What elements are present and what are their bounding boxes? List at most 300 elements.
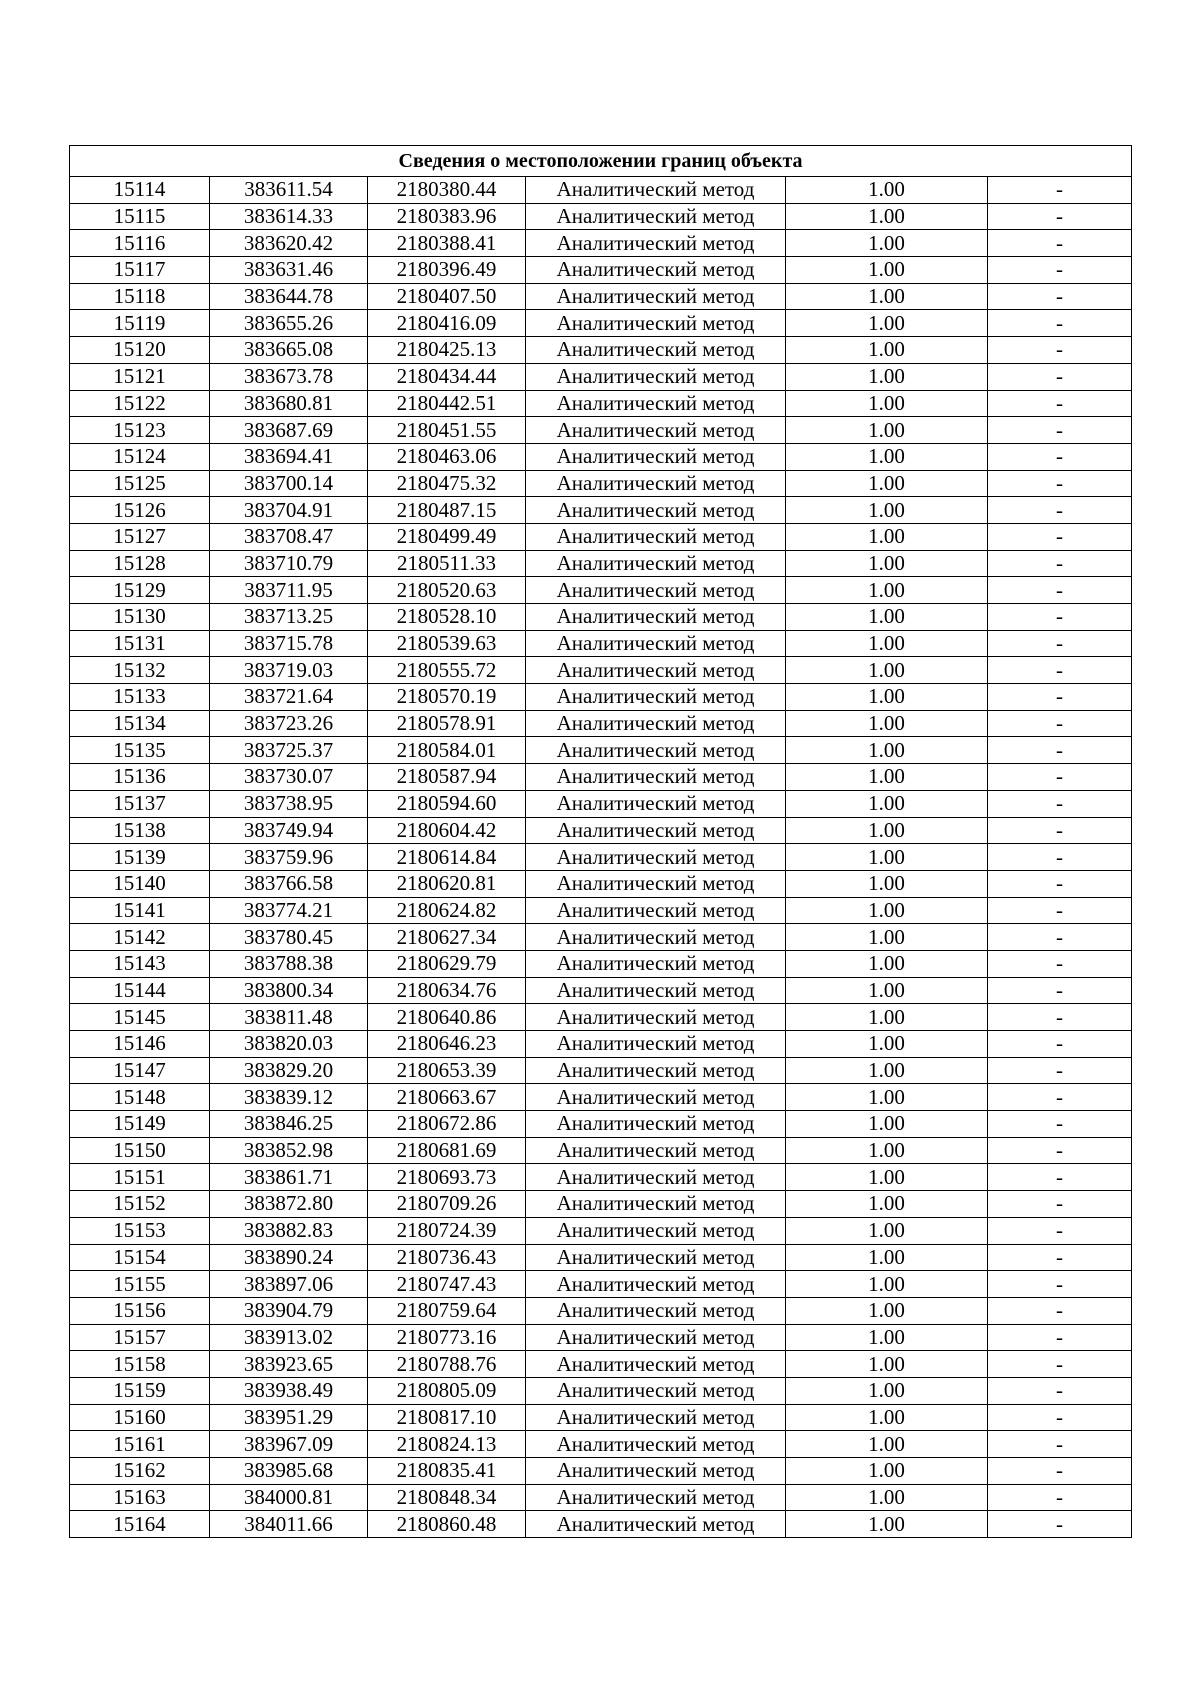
point-number-cell: 15127 <box>70 523 210 550</box>
boundary-table <box>69 145 1132 1538</box>
x-coordinate-cell: 383710.79 <box>210 550 368 577</box>
description-cell: - <box>988 1484 1132 1511</box>
x-coordinate-cell: 383611.54 <box>210 177 368 204</box>
y-coordinate-cell: 2180848.34 <box>368 1484 526 1511</box>
y-coordinate-cell: 2180584.01 <box>368 737 526 764</box>
point-number-cell: 15137 <box>70 790 210 817</box>
method-cell: Аналитический метод <box>526 870 786 897</box>
y-coordinate-cell: 2180396.49 <box>368 257 526 284</box>
x-coordinate-cell: 383890.24 <box>210 1244 368 1271</box>
accuracy-cell: 1.00 <box>786 950 988 977</box>
table-row <box>70 684 1132 711</box>
table-row <box>70 470 1132 497</box>
accuracy-cell: 1.00 <box>786 1137 988 1164</box>
x-coordinate-cell: 383913.02 <box>210 1324 368 1351</box>
accuracy-cell: 1.00 <box>786 310 988 337</box>
point-number-cell: 15159 <box>70 1377 210 1404</box>
point-number-cell: 15143 <box>70 950 210 977</box>
y-coordinate-cell: 2180624.82 <box>368 897 526 924</box>
table-row <box>70 950 1132 977</box>
point-number-cell: 15119 <box>70 310 210 337</box>
method-cell: Аналитический метод <box>526 657 786 684</box>
method-cell: Аналитический метод <box>526 977 786 1004</box>
accuracy-cell: 1.00 <box>786 1404 988 1431</box>
x-coordinate-cell: 383730.07 <box>210 764 368 791</box>
method-cell: Аналитический метод <box>526 470 786 497</box>
table-title-row <box>70 146 1132 177</box>
point-number-cell: 15157 <box>70 1324 210 1351</box>
table-row <box>70 337 1132 364</box>
y-coordinate-cell: 2180835.41 <box>368 1458 526 1485</box>
table-row <box>70 1484 1132 1511</box>
y-coordinate-cell: 2180528.10 <box>368 604 526 631</box>
point-number-cell: 15116 <box>70 230 210 257</box>
table-row <box>70 203 1132 230</box>
description-cell: - <box>988 1111 1132 1138</box>
table-row <box>70 710 1132 737</box>
accuracy-cell: 1.00 <box>786 977 988 1004</box>
y-coordinate-cell: 2180759.64 <box>368 1297 526 1324</box>
description-cell: - <box>988 523 1132 550</box>
y-coordinate-cell: 2180693.73 <box>368 1164 526 1191</box>
table-row <box>70 790 1132 817</box>
description-cell: - <box>988 1458 1132 1485</box>
x-coordinate-cell: 383882.83 <box>210 1217 368 1244</box>
accuracy-cell: 1.00 <box>786 817 988 844</box>
x-coordinate-cell: 384000.81 <box>210 1484 368 1511</box>
description-cell: - <box>988 177 1132 204</box>
point-number-cell: 15133 <box>70 684 210 711</box>
x-coordinate-cell: 383967.09 <box>210 1431 368 1458</box>
table-row <box>70 417 1132 444</box>
table-row <box>70 1164 1132 1191</box>
point-number-cell: 15161 <box>70 1431 210 1458</box>
y-coordinate-cell: 2180646.23 <box>368 1031 526 1058</box>
x-coordinate-cell: 383800.34 <box>210 977 368 1004</box>
method-cell: Аналитический метод <box>526 1111 786 1138</box>
method-cell: Аналитический метод <box>526 897 786 924</box>
point-number-cell: 15145 <box>70 1004 210 1031</box>
description-cell: - <box>988 337 1132 364</box>
y-coordinate-cell: 2180539.63 <box>368 630 526 657</box>
accuracy-cell: 1.00 <box>786 203 988 230</box>
table-row <box>70 1431 1132 1458</box>
point-number-cell: 15148 <box>70 1084 210 1111</box>
method-cell: Аналитический метод <box>526 790 786 817</box>
method-cell: Аналитический метод <box>526 844 786 871</box>
method-cell: Аналитический метод <box>526 1271 786 1298</box>
table-row <box>70 977 1132 1004</box>
table-row <box>70 1137 1132 1164</box>
method-cell: Аналитический метод <box>526 203 786 230</box>
accuracy-cell: 1.00 <box>786 1164 988 1191</box>
point-number-cell: 15158 <box>70 1351 210 1378</box>
description-cell: - <box>988 497 1132 524</box>
point-number-cell: 15142 <box>70 924 210 951</box>
x-coordinate-cell: 383738.95 <box>210 790 368 817</box>
description-cell: - <box>988 1351 1132 1378</box>
table-row <box>70 230 1132 257</box>
table-row <box>70 817 1132 844</box>
table-row <box>70 523 1132 550</box>
point-number-cell: 15144 <box>70 977 210 1004</box>
description-cell: - <box>988 657 1132 684</box>
y-coordinate-cell: 2180614.84 <box>368 844 526 871</box>
accuracy-cell: 1.00 <box>786 1484 988 1511</box>
x-coordinate-cell: 383759.96 <box>210 844 368 871</box>
method-cell: Аналитический метод <box>526 230 786 257</box>
y-coordinate-cell: 2180425.13 <box>368 337 526 364</box>
point-number-cell: 15118 <box>70 283 210 310</box>
table-title: Сведения о местоположении границ объекта <box>70 146 1132 177</box>
description-cell: - <box>988 1031 1132 1058</box>
y-coordinate-cell: 2180380.44 <box>368 177 526 204</box>
method-cell: Аналитический метод <box>526 283 786 310</box>
description-cell: - <box>988 1377 1132 1404</box>
accuracy-cell: 1.00 <box>786 337 988 364</box>
table-row <box>70 310 1132 337</box>
point-number-cell: 15140 <box>70 870 210 897</box>
description-cell: - <box>988 363 1132 390</box>
accuracy-cell: 1.00 <box>786 710 988 737</box>
y-coordinate-cell: 2180672.86 <box>368 1111 526 1138</box>
description-cell: - <box>988 1404 1132 1431</box>
x-coordinate-cell: 383839.12 <box>210 1084 368 1111</box>
y-coordinate-cell: 2180578.91 <box>368 710 526 737</box>
y-coordinate-cell: 2180620.81 <box>368 870 526 897</box>
y-coordinate-cell: 2180587.94 <box>368 764 526 791</box>
table-row <box>70 1244 1132 1271</box>
table-row <box>70 1191 1132 1218</box>
method-cell: Аналитический метод <box>526 577 786 604</box>
accuracy-cell: 1.00 <box>786 1431 988 1458</box>
point-number-cell: 15155 <box>70 1271 210 1298</box>
accuracy-cell: 1.00 <box>786 1324 988 1351</box>
method-cell: Аналитический метод <box>526 363 786 390</box>
table-row <box>70 1351 1132 1378</box>
method-cell: Аналитический метод <box>526 817 786 844</box>
point-number-cell: 15128 <box>70 550 210 577</box>
x-coordinate-cell: 383749.94 <box>210 817 368 844</box>
point-number-cell: 15164 <box>70 1511 210 1538</box>
accuracy-cell: 1.00 <box>786 363 988 390</box>
description-cell: - <box>988 203 1132 230</box>
method-cell: Аналитический метод <box>526 177 786 204</box>
point-number-cell: 15139 <box>70 844 210 871</box>
x-coordinate-cell: 383861.71 <box>210 1164 368 1191</box>
x-coordinate-cell: 383704.91 <box>210 497 368 524</box>
y-coordinate-cell: 2180747.43 <box>368 1271 526 1298</box>
table-row <box>70 1084 1132 1111</box>
point-number-cell: 15136 <box>70 764 210 791</box>
table-body <box>70 177 1132 1538</box>
point-number-cell: 15135 <box>70 737 210 764</box>
table-row <box>70 1324 1132 1351</box>
description-cell: - <box>988 390 1132 417</box>
y-coordinate-cell: 2180594.60 <box>368 790 526 817</box>
x-coordinate-cell: 383655.26 <box>210 310 368 337</box>
table-row <box>70 390 1132 417</box>
x-coordinate-cell: 383715.78 <box>210 630 368 657</box>
point-number-cell: 15120 <box>70 337 210 364</box>
accuracy-cell: 1.00 <box>786 1031 988 1058</box>
accuracy-cell: 1.00 <box>786 177 988 204</box>
description-cell: - <box>988 1271 1132 1298</box>
table-row <box>70 577 1132 604</box>
x-coordinate-cell: 383694.41 <box>210 443 368 470</box>
description-cell: - <box>988 1057 1132 1084</box>
point-number-cell: 15150 <box>70 1137 210 1164</box>
description-cell: - <box>988 897 1132 924</box>
method-cell: Аналитический метод <box>526 443 786 470</box>
accuracy-cell: 1.00 <box>786 1084 988 1111</box>
method-cell: Аналитический метод <box>526 1458 786 1485</box>
method-cell: Аналитический метод <box>526 1084 786 1111</box>
x-coordinate-cell: 383708.47 <box>210 523 368 550</box>
x-coordinate-cell: 383780.45 <box>210 924 368 951</box>
y-coordinate-cell: 2180434.44 <box>368 363 526 390</box>
method-cell: Аналитический метод <box>526 257 786 284</box>
x-coordinate-cell: 383713.25 <box>210 604 368 631</box>
description-cell: - <box>988 257 1132 284</box>
accuracy-cell: 1.00 <box>786 417 988 444</box>
x-coordinate-cell: 383852.98 <box>210 1137 368 1164</box>
x-coordinate-cell: 383665.08 <box>210 337 368 364</box>
accuracy-cell: 1.00 <box>786 1244 988 1271</box>
method-cell: Аналитический метод <box>526 1137 786 1164</box>
accuracy-cell: 1.00 <box>786 790 988 817</box>
method-cell: Аналитический метод <box>526 1484 786 1511</box>
y-coordinate-cell: 2180653.39 <box>368 1057 526 1084</box>
description-cell: - <box>988 1297 1132 1324</box>
x-coordinate-cell: 383985.68 <box>210 1458 368 1485</box>
point-number-cell: 15122 <box>70 390 210 417</box>
method-cell: Аналитический метод <box>526 390 786 417</box>
point-number-cell: 15153 <box>70 1217 210 1244</box>
description-cell: - <box>988 844 1132 871</box>
accuracy-cell: 1.00 <box>786 764 988 791</box>
method-cell: Аналитический метод <box>526 604 786 631</box>
accuracy-cell: 1.00 <box>786 1377 988 1404</box>
x-coordinate-cell: 383829.20 <box>210 1057 368 1084</box>
x-coordinate-cell: 383620.42 <box>210 230 368 257</box>
y-coordinate-cell: 2180627.34 <box>368 924 526 951</box>
table-row <box>70 630 1132 657</box>
description-cell: - <box>988 443 1132 470</box>
y-coordinate-cell: 2180824.13 <box>368 1431 526 1458</box>
y-coordinate-cell: 2180555.72 <box>368 657 526 684</box>
accuracy-cell: 1.00 <box>786 604 988 631</box>
table-row <box>70 897 1132 924</box>
description-cell: - <box>988 230 1132 257</box>
table-row <box>70 657 1132 684</box>
point-number-cell: 15156 <box>70 1297 210 1324</box>
y-coordinate-cell: 2180520.63 <box>368 577 526 604</box>
method-cell: Аналитический метод <box>526 1297 786 1324</box>
description-cell: - <box>988 630 1132 657</box>
accuracy-cell: 1.00 <box>786 443 988 470</box>
y-coordinate-cell: 2180634.76 <box>368 977 526 1004</box>
x-coordinate-cell: 383904.79 <box>210 1297 368 1324</box>
description-cell: - <box>988 1431 1132 1458</box>
table-row <box>70 283 1132 310</box>
table-row <box>70 1511 1132 1538</box>
table-row <box>70 1404 1132 1431</box>
method-cell: Аналитический метод <box>526 924 786 951</box>
accuracy-cell: 1.00 <box>786 1191 988 1218</box>
x-coordinate-cell: 383711.95 <box>210 577 368 604</box>
point-number-cell: 15130 <box>70 604 210 631</box>
description-cell: - <box>988 1084 1132 1111</box>
accuracy-cell: 1.00 <box>786 1458 988 1485</box>
table-row <box>70 1004 1132 1031</box>
x-coordinate-cell: 383673.78 <box>210 363 368 390</box>
accuracy-cell: 1.00 <box>786 1057 988 1084</box>
table-row <box>70 844 1132 871</box>
point-number-cell: 15151 <box>70 1164 210 1191</box>
method-cell: Аналитический метод <box>526 550 786 577</box>
y-coordinate-cell: 2180451.55 <box>368 417 526 444</box>
description-cell: - <box>988 1004 1132 1031</box>
point-number-cell: 15129 <box>70 577 210 604</box>
accuracy-cell: 1.00 <box>786 1004 988 1031</box>
x-coordinate-cell: 383811.48 <box>210 1004 368 1031</box>
method-cell: Аналитический метод <box>526 1004 786 1031</box>
description-cell: - <box>988 417 1132 444</box>
description-cell: - <box>988 310 1132 337</box>
description-cell: - <box>988 1191 1132 1218</box>
x-coordinate-cell: 383766.58 <box>210 870 368 897</box>
accuracy-cell: 1.00 <box>786 470 988 497</box>
description-cell: - <box>988 764 1132 791</box>
description-cell: - <box>988 950 1132 977</box>
x-coordinate-cell: 383721.64 <box>210 684 368 711</box>
accuracy-cell: 1.00 <box>786 1271 988 1298</box>
method-cell: Аналитический метод <box>526 1324 786 1351</box>
y-coordinate-cell: 2180817.10 <box>368 1404 526 1431</box>
accuracy-cell: 1.00 <box>786 870 988 897</box>
x-coordinate-cell: 383846.25 <box>210 1111 368 1138</box>
accuracy-cell: 1.00 <box>786 844 988 871</box>
point-number-cell: 15115 <box>70 203 210 230</box>
x-coordinate-cell: 383897.06 <box>210 1271 368 1298</box>
y-coordinate-cell: 2180511.33 <box>368 550 526 577</box>
point-number-cell: 15134 <box>70 710 210 737</box>
accuracy-cell: 1.00 <box>786 657 988 684</box>
y-coordinate-cell: 2180709.26 <box>368 1191 526 1218</box>
table-row <box>70 737 1132 764</box>
point-number-cell: 15126 <box>70 497 210 524</box>
description-cell: - <box>988 924 1132 951</box>
method-cell: Аналитический метод <box>526 310 786 337</box>
method-cell: Аналитический метод <box>526 337 786 364</box>
x-coordinate-cell: 383700.14 <box>210 470 368 497</box>
y-coordinate-cell: 2180640.86 <box>368 1004 526 1031</box>
description-cell: - <box>988 1217 1132 1244</box>
method-cell: Аналитический метод <box>526 1191 786 1218</box>
method-cell: Аналитический метод <box>526 1031 786 1058</box>
table-row <box>70 1217 1132 1244</box>
method-cell: Аналитический метод <box>526 737 786 764</box>
point-number-cell: 15121 <box>70 363 210 390</box>
method-cell: Аналитический метод <box>526 497 786 524</box>
description-cell: - <box>988 710 1132 737</box>
point-number-cell: 15125 <box>70 470 210 497</box>
accuracy-cell: 1.00 <box>786 1217 988 1244</box>
description-cell: - <box>988 977 1132 1004</box>
method-cell: Аналитический метод <box>526 950 786 977</box>
accuracy-cell: 1.00 <box>786 257 988 284</box>
point-number-cell: 15152 <box>70 1191 210 1218</box>
y-coordinate-cell: 2180629.79 <box>368 950 526 977</box>
method-cell: Аналитический метод <box>526 523 786 550</box>
y-coordinate-cell: 2180416.09 <box>368 310 526 337</box>
description-cell: - <box>988 470 1132 497</box>
y-coordinate-cell: 2180663.67 <box>368 1084 526 1111</box>
description-cell: - <box>988 550 1132 577</box>
method-cell: Аналитический метод <box>526 417 786 444</box>
accuracy-cell: 1.00 <box>786 1511 988 1538</box>
x-coordinate-cell: 383938.49 <box>210 1377 368 1404</box>
description-cell: - <box>988 1164 1132 1191</box>
accuracy-cell: 1.00 <box>786 1351 988 1378</box>
table-row <box>70 177 1132 204</box>
method-cell: Аналитический метод <box>526 1404 786 1431</box>
y-coordinate-cell: 2180475.32 <box>368 470 526 497</box>
point-number-cell: 15138 <box>70 817 210 844</box>
point-number-cell: 15114 <box>70 177 210 204</box>
point-number-cell: 15149 <box>70 1111 210 1138</box>
y-coordinate-cell: 2180788.76 <box>368 1351 526 1378</box>
x-coordinate-cell: 383687.69 <box>210 417 368 444</box>
method-cell: Аналитический метод <box>526 630 786 657</box>
x-coordinate-cell: 383723.26 <box>210 710 368 737</box>
table-row <box>70 870 1132 897</box>
point-number-cell: 15123 <box>70 417 210 444</box>
point-number-cell: 15147 <box>70 1057 210 1084</box>
x-coordinate-cell: 383872.80 <box>210 1191 368 1218</box>
table-row <box>70 1057 1132 1084</box>
x-coordinate-cell: 383719.03 <box>210 657 368 684</box>
accuracy-cell: 1.00 <box>786 550 988 577</box>
y-coordinate-cell: 2180407.50 <box>368 283 526 310</box>
table-row <box>70 443 1132 470</box>
method-cell: Аналитический метод <box>526 1244 786 1271</box>
accuracy-cell: 1.00 <box>786 630 988 657</box>
accuracy-cell: 1.00 <box>786 737 988 764</box>
method-cell: Аналитический метод <box>526 710 786 737</box>
accuracy-cell: 1.00 <box>786 684 988 711</box>
description-cell: - <box>988 283 1132 310</box>
x-coordinate-cell: 383680.81 <box>210 390 368 417</box>
document-page <box>69 145 1131 1538</box>
table-row <box>70 1377 1132 1404</box>
table-row <box>70 1031 1132 1058</box>
point-number-cell: 15117 <box>70 257 210 284</box>
x-coordinate-cell: 383820.03 <box>210 1031 368 1058</box>
description-cell: - <box>988 870 1132 897</box>
y-coordinate-cell: 2180805.09 <box>368 1377 526 1404</box>
y-coordinate-cell: 2180499.49 <box>368 523 526 550</box>
table-row <box>70 550 1132 577</box>
y-coordinate-cell: 2180570.19 <box>368 684 526 711</box>
y-coordinate-cell: 2180442.51 <box>368 390 526 417</box>
y-coordinate-cell: 2180388.41 <box>368 230 526 257</box>
method-cell: Аналитический метод <box>526 684 786 711</box>
method-cell: Аналитический метод <box>526 1511 786 1538</box>
point-number-cell: 15132 <box>70 657 210 684</box>
y-coordinate-cell: 2180487.15 <box>368 497 526 524</box>
